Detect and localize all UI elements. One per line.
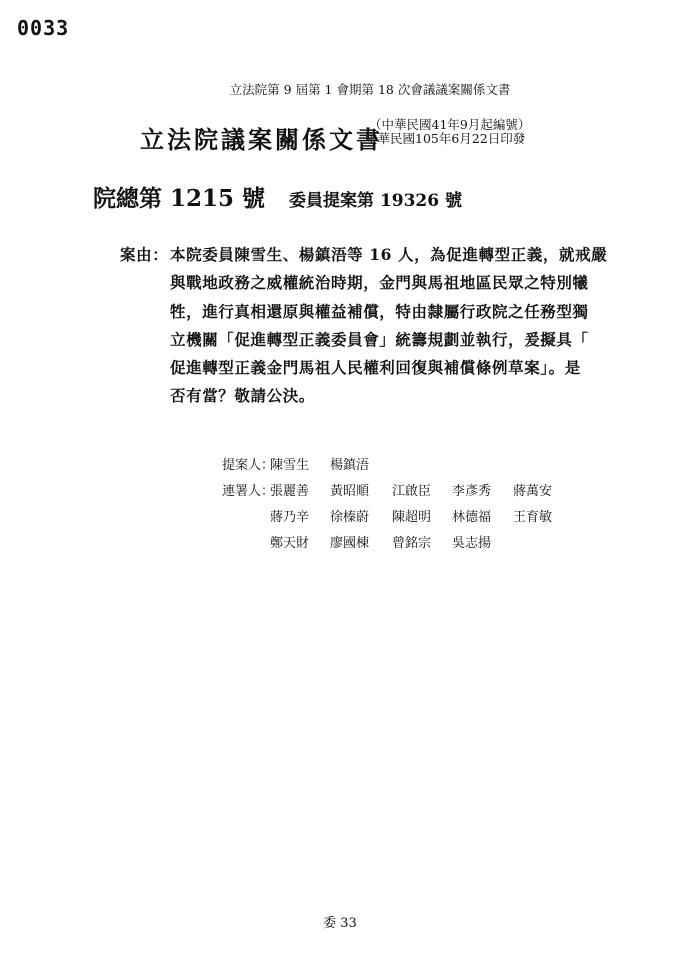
cosigner-name: 鄭天財	[270, 536, 310, 551]
case-number: 院總第 1215 號	[93, 185, 266, 212]
cosigner-name: 曾銘宗	[392, 536, 432, 551]
reason-line: 與戰地政務之威權統治時期，金門與馬祖地區民眾之特別犧	[170, 273, 589, 293]
case-reason	[120, 241, 615, 411]
document-meta	[365, 118, 530, 146]
cosigner-name: 蔣乃辛	[270, 510, 310, 525]
reason-line: 否有當？敬請公決。	[170, 386, 315, 406]
cosigner-name: 張麗善	[270, 484, 310, 499]
cosigner-name: 王育敏	[513, 510, 553, 525]
cosigner-name: 林德福	[452, 510, 492, 525]
reason-line: 本院委員陳雪生、楊鎮浯等 16 人，為促進轉型正義，就戒嚴	[170, 245, 608, 264]
proposer-name: 楊鎮浯	[330, 458, 370, 473]
cosigner-name: 徐榛蔚	[330, 510, 370, 525]
cosigners-label: 連署人：	[222, 484, 275, 499]
reason-line: 立機關「促進轉型正義委員會」統籌規劃並執行，爰擬具「	[170, 329, 589, 349]
reason-label: 案由：	[120, 245, 169, 264]
cosigner-name: 黃昭順	[330, 484, 370, 499]
proposer-name: 陳雪生	[270, 458, 310, 473]
cosigner-name: 江啟臣	[392, 484, 432, 499]
document-title: 立法院議案關係文書	[140, 125, 383, 154]
page-number: 委 33	[323, 916, 357, 931]
proposal-number: 委員提案第 19326 號	[289, 191, 463, 211]
page-code: 0033	[17, 16, 70, 40]
cosigner-name: 陳超明	[392, 510, 432, 525]
cosigner-name: 廖國棟	[330, 536, 370, 551]
session-header: 立法院第 9 屆第 1 會期第 18 次會議議案關係文書	[229, 82, 511, 97]
numbering-note: （中華民國41年9月起編號）	[369, 117, 531, 132]
cosigner-name: 李彥秀	[452, 484, 492, 499]
case-number-line	[93, 180, 462, 213]
print-date: 中華民國105年6月22日印發	[365, 131, 526, 146]
reason-line: 促進轉型正義金門馬祖人民權利回復與補償條例草案」。是	[170, 358, 581, 378]
proposers-label: 提案人：	[222, 458, 275, 473]
cosigner-name: 蔣萬安	[513, 484, 553, 499]
reason-line: 牲，進行真相還原與權益補償，特由隸屬行政院之任務型獨	[170, 301, 589, 321]
cosigner-name: 吳志揚	[452, 536, 492, 551]
